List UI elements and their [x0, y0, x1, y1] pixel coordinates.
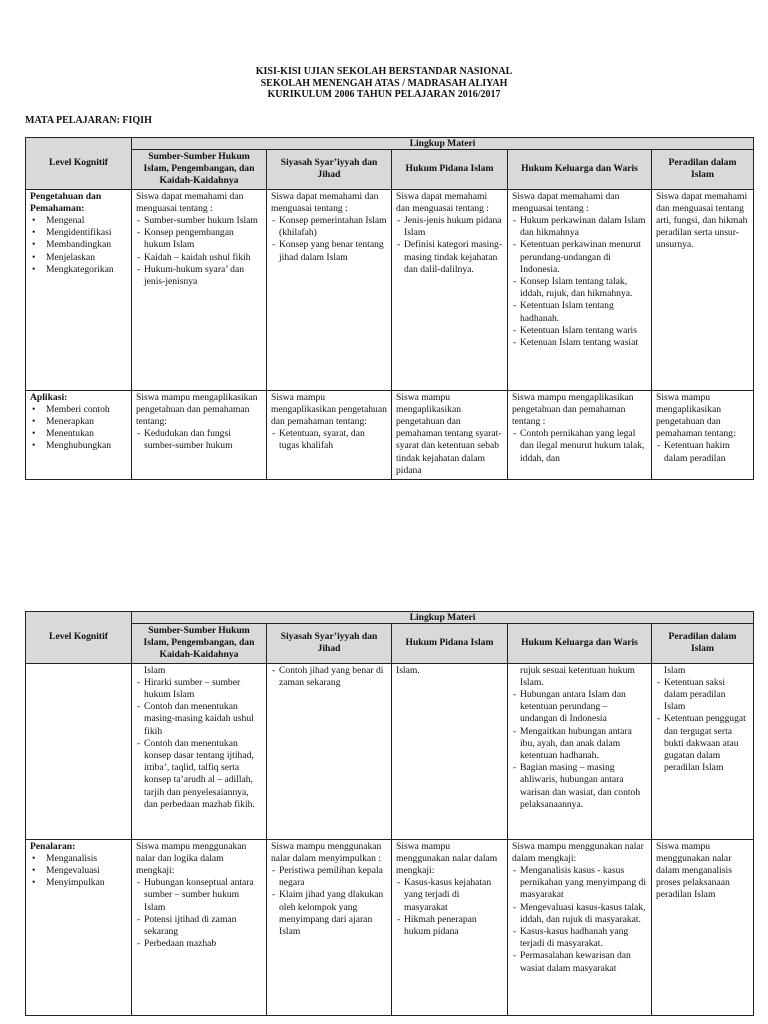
list-item: - Konsep yang benar tentang jihad dalam Islam — [271, 239, 387, 263]
list-item: - Mengaitkan hubungan antara ibu, ayah, dan anak dalam ketentuan hadhanah. — [512, 726, 647, 763]
table-header-row — [26, 138, 754, 150]
table-row — [26, 663, 754, 839]
cell-intro: Siswa dapat memahami dan menguasai tentang : — [136, 190, 244, 214]
list-item: - Contoh jihad yang benar di zaman sekarang — [271, 665, 387, 689]
content-cell — [132, 189, 267, 390]
header-col-pidana: Hukum Pidana Islam — [392, 624, 508, 664]
table-header-row — [26, 150, 754, 190]
header-lingkup-materi: Lingkup Materi — [132, 612, 754, 624]
level-cell — [26, 663, 132, 839]
list-item: • Mengevaluasi — [30, 865, 127, 877]
list-item: • Mengidentifikasi — [30, 227, 127, 239]
table-row — [26, 189, 754, 390]
list-item: - Contoh pernikahan yang legal dan ilegal menurut hukum talak, iddah, dan — [512, 428, 647, 465]
list-item: - Ketentuan, syarat, dan tugas khalifah — [271, 428, 387, 452]
list-item: - Perbedaan mazhab — [136, 938, 262, 950]
list-item: - Konsep pengembangan hukum Islam — [136, 227, 262, 251]
list-item: - Hukum perkawinan dalam Islam dan hikmahnya — [512, 215, 647, 239]
header-line-2: SEKOLAH MENENGAH ATAS / MADRASAH ALIYAH — [260, 77, 508, 89]
header-col-sumber-hukum: Sumber-Sumber Hukum Islam, Pengembangan, dan Kaidah-Kaidahnya — [132, 624, 267, 664]
list-item: - Potensi ijtihad di zaman sekarang — [136, 914, 262, 938]
list-item: - Ketentuan perkawinan menurut perundang-undangan di Indonesia. — [512, 239, 647, 276]
cell-intro: Siswa mampu mengaplikasikan pengetahuan dan pemahaman tentang: — [656, 391, 736, 440]
kisi-table-2 — [25, 611, 754, 1016]
level-cell — [26, 390, 132, 479]
level-title: Penalaran: — [30, 840, 76, 852]
list-item: - Kedudukan dan fungsi sumber-sumber hukum — [136, 428, 262, 452]
header-col-pidana: Hukum Pidana Islam — [392, 150, 508, 190]
content-cell — [508, 390, 652, 479]
level-cell — [26, 189, 132, 390]
header-col-siyasah: Siyasah Syar’iyyah dan Jihad — [267, 624, 392, 664]
list-item: - Definisi kategori masing-masing tindak kejahatan dan dalil-dalilnya. — [396, 239, 503, 276]
content-cell — [267, 663, 392, 839]
list-item: - Klaim jihad yang dlakukan oleh kelompok yang menyimpang dari ajaran Islam — [271, 889, 387, 938]
list-item: • Menjelaskan — [30, 252, 127, 264]
cell-intro: Siswa mampu menggunakan nalar dan logika dalam mengkaji: — [136, 840, 247, 877]
header-col-keluarga-waris: Hukum Keluarga dan Waris — [508, 150, 652, 190]
cell-text: Islam — [664, 664, 686, 676]
list-item: - Konsep Islam tentang talak, iddah, rujuk, dan hikmahnya. — [512, 276, 647, 300]
content-cell — [652, 663, 754, 839]
list-item: - Ketentuan Islam tentang waris — [512, 325, 647, 337]
list-item: - Ketentuan hakim dalam peradilan — [656, 440, 749, 464]
list-item: - Ketentuan penggugat dan tergugat serta bukti dakwaan atau gugatan dalam peradilan Islam — [656, 713, 749, 774]
list-item: • Menentukan — [30, 428, 127, 440]
header-line-3: KURIKULUM 2006 TAHUN PELAJARAN 2016/2017 — [267, 89, 501, 100]
list-item: - Hubungan antara Islam dan ketentuan perundang – undangan di Indonesia — [512, 689, 647, 726]
header-col-sumber-hukum: Sumber-Sumber Hukum Islam, Pengembangan, dan Kaidah-Kaidahnya — [132, 150, 267, 190]
content-cell — [652, 839, 754, 1015]
cell-text: Siswa mampu menggunakan nalar dalam menganalisis proses pelaksanaan peradilan Islam — [656, 840, 732, 901]
list-item: - Permasalahan kewarisan dan wasiat dalam masyarakat — [512, 950, 647, 974]
level-title: Aplikasi: — [30, 391, 68, 403]
cell-text: Siswa dapat memahami dan menguasai tentang arti, fungsi, dan hikmah peradilan serta unsur-unsurnya. — [656, 190, 748, 251]
list-item: - Peristiwa pemilihan kepala negara — [271, 865, 387, 889]
list-item: • Menganalisis — [30, 853, 127, 865]
list-item: - Kasus-kasus hadhanah yang terjadi di masyarakat. — [512, 926, 647, 950]
level-title: Pengetahuan dan Pemahaman: — [30, 190, 102, 214]
list-item: - Kasus-kasus kejahatan yang terjadi di masyarakat — [396, 877, 503, 914]
cell-intro: Siswa mampu menggunakan nalar dalam menyimpulkan : — [271, 840, 382, 864]
list-item: • Menerapkan — [30, 416, 127, 428]
cell-intro: Siswa mampu mengaplikasikan pengetahuan dan pemahaman tentang : — [512, 391, 634, 428]
cell-text: Siswa mampu mengaplikasikan pengetahuan dan pemahaman tentang syarat-syarat dan ketentuan sebab tindak kejahatan dalam pidana — [396, 391, 502, 476]
list-item: • Mengkategorikan — [30, 264, 127, 276]
cell-text: rujuk sesuai ketentuan hukum Islam. — [520, 664, 635, 688]
content-cell — [132, 839, 267, 1015]
header-col-keluarga-waris: Hukum Keluarga dan Waris — [508, 624, 652, 664]
list-item: - Ketentuan Islam tentang hadhanah. — [512, 300, 647, 324]
subject-label: MATA PELAJARAN: FIQIH — [25, 115, 152, 126]
content-cell — [132, 390, 267, 479]
document-header — [0, 66, 768, 101]
list-item: • Membandingkan — [30, 239, 127, 251]
header-lingkup-materi: Lingkup Materi — [132, 138, 754, 150]
list-item: - Konsep pemerintahan Islam (khilafah) — [271, 215, 387, 239]
list-item: - Kaidah – kaidah ushul fikih — [136, 252, 262, 264]
content-cell — [392, 839, 508, 1015]
kisi-table-1 — [25, 137, 754, 480]
header-col-peradilan: Peradilan dalam Islam — [652, 624, 754, 664]
list-item: - Hubungan konseptual antara sumber – sumber hukum Islam — [136, 877, 262, 914]
cell-intro: Siswa dapat memahami dan menguasai tentang : — [396, 190, 489, 214]
list-item: - Sumber-sumber hukum Islam — [136, 215, 262, 227]
cell-intro: Siswa mampu mengaplikasikan pengetahuan dan pemahaman tentang: — [136, 391, 258, 428]
content-cell — [392, 390, 508, 479]
list-item: • Memberi contoh — [30, 404, 127, 416]
content-cell — [652, 390, 754, 479]
list-item: - Menganalisis kasus - kasus pernikahan yang menyimpang di masyarakat — [512, 865, 647, 902]
content-cell — [508, 189, 652, 390]
list-item: - Contoh dan menentukan konsep dasar tentang ijtihad, ittiba’, taqlid, talfiq serta konsep ta’arudh al – adillah, tarjih dan penyelesaiannya, dan perbedaan mazhab fikih. — [136, 738, 262, 811]
table-row — [26, 839, 754, 1015]
list-item: - Bagian masing – masing ahliwaris, hubungan antara warisan dan wasiat, dan contoh pelaksanaannya. — [512, 762, 647, 811]
cell-intro: Siswa mampu menggunakan nalar dalam mengkaji: — [396, 840, 498, 877]
table-header-row — [26, 624, 754, 664]
list-item: - Hukum-hukum syara’ dan jenis-jenisnya — [136, 264, 262, 288]
cell-text: Islam — [144, 664, 166, 676]
content-cell — [392, 189, 508, 390]
list-item: - Mengevaluasi kasus-kasus talak, iddah, dan rujuk di masyarakat. — [512, 902, 647, 926]
content-cell — [267, 189, 392, 390]
list-item: • Menyimpulkan — [30, 877, 127, 889]
list-item: - Hikmah penerapan hukum pidana — [396, 914, 503, 938]
header-col-siyasah: Siyasah Syar’iyyah dan Jihad — [267, 150, 392, 190]
list-item: - Ketentuan saksi dalam peradilan Islam — [656, 677, 749, 714]
content-cell — [132, 663, 267, 839]
header-col-peradilan: Peradilan dalam Islam — [652, 150, 754, 190]
cell-text: Islam. — [396, 664, 420, 676]
list-item: - Hirarki sumber – sumber hukum Islam — [136, 677, 262, 701]
level-cell — [26, 839, 132, 1015]
list-item: - Ketenuan Islam tentang wasiat — [512, 337, 647, 349]
content-cell — [652, 189, 754, 390]
table-header-row — [26, 612, 754, 624]
content-cell — [267, 839, 392, 1015]
list-item: • Mengenal — [30, 215, 127, 227]
content-cell — [508, 663, 652, 839]
header-level-kognitif: Level Kognitif — [26, 138, 132, 190]
table-row — [26, 390, 754, 479]
list-item: - Jenis-jenis hukum pidana Islam — [396, 215, 503, 239]
header-level-kognitif: Level Kognitif — [26, 612, 132, 664]
cell-intro: Siswa mampu menggunakan nalar dalam mengkaji: — [512, 840, 644, 864]
content-cell — [267, 390, 392, 479]
header-line-1: KISI-KISI UJIAN SEKOLAH BERSTANDAR NASIONAL — [255, 66, 513, 77]
cell-intro: Siswa mampu mengaplikasikan pengetahuan dan pemahaman tentang: — [271, 391, 387, 428]
content-cell — [508, 839, 652, 1015]
list-item: • Menghubungkan — [30, 440, 127, 452]
content-cell — [392, 663, 508, 839]
cell-intro: Siswa dapat memahami dan menguasai tentang : — [271, 190, 379, 214]
cell-intro: Siswa dapat memahami dan menguasai tentang : — [512, 190, 620, 214]
list-item: - Contoh dan menentukan masing-masing kaidah ushul fikih — [136, 701, 262, 738]
